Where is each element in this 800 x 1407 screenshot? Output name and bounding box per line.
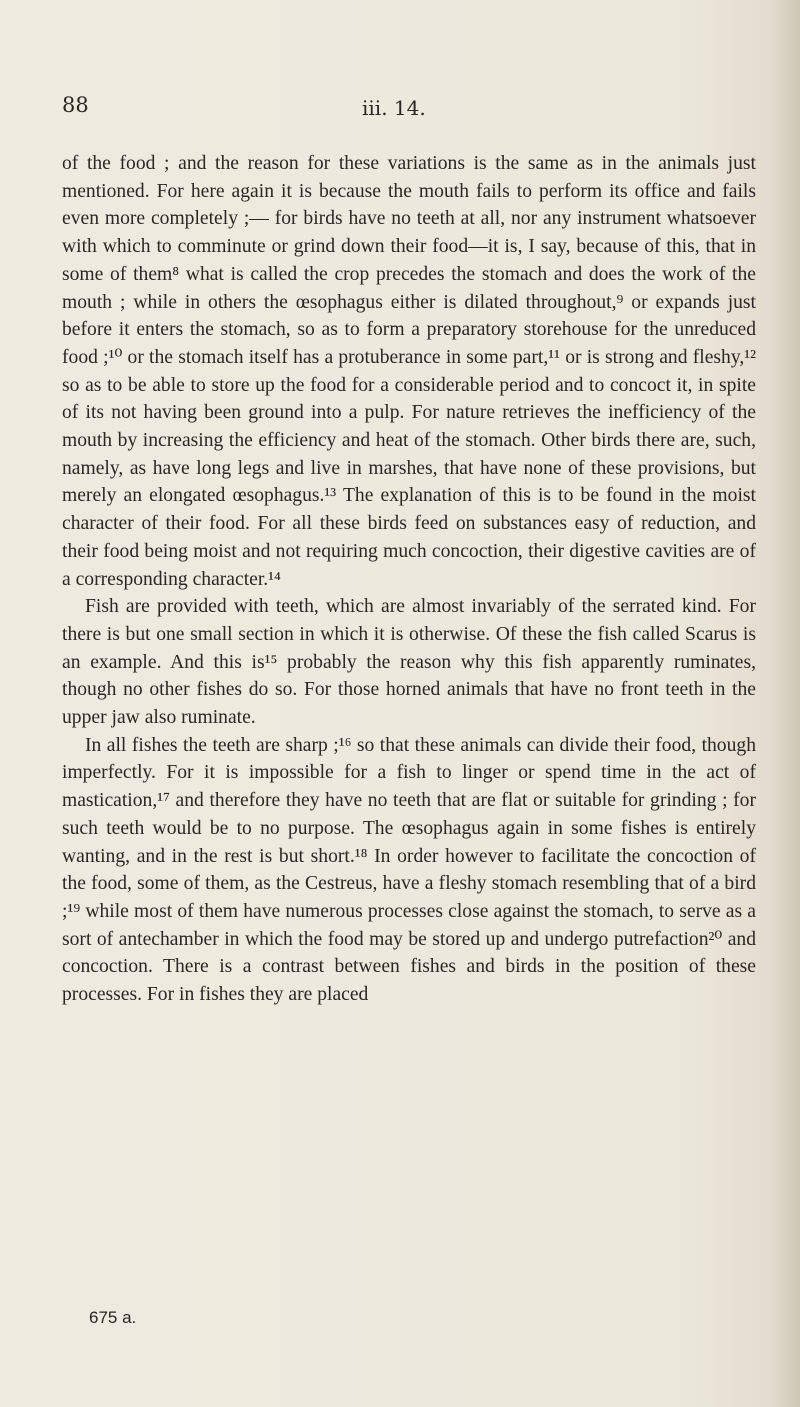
paragraph-fish-digestion: In all fishes the teeth are sharp ;¹⁶ so that these animals can divide their food, though imperfectly. For it is impossible for a fish to linger or spend time in the act of mastication,¹⁷ and therefore they have no teeth that are flat or suitable for grinding ; for such teeth would be to no purpose. The œsophagus again in some fishes is entirely wanting, and in the rest is but short.¹⁸ In order however to facilitate the concoction of the food, some of them, as the Cestreus, have a fleshy stomach resembling that of a bird ;¹⁹ while most of them have numerous processes close against the stomach, to serve as a sort of antechamber in which the food may be stored up and undergo putrefaction²⁰ and concoction. There is a contrast between fishes and birds in the position of these processes. For in fishes they are placed xyxy=(62,734,756,1006)
running-head: iii. 14. xyxy=(362,96,426,120)
paragraph-birds: of the food ; and the reason for these variations is the same as in the animals just mentioned. For here again it is because the mouth fails to perform its office and fails even more completely ;— for birds have no teeth at all, nor any instrument whatsoever with which to comminute or grind down their food—it is, I say, because of this, that in some of them⁸ what is called the crop precedes the stomach and does the work of the mouth ; while in others the œsophagus either is dilated throughout,⁹ or expands just before it enters the stomach, so as to form a preparatory storehouse for the unreduced food ;¹⁰ or the stomach itself has a protuberance in some part,¹¹ or is strong and fleshy,¹² so as to be able to store up the food for a considerable period and to concoct it, in spite of its not having been ground into a pulp. For nature retrieves the inefficiency of the mouth by increasing the efficiency and heat of the stomach. Other birds there are, such, namely, as have long legs and live in marshes, that have none of these provisions, but merely an elongated œsophagus.¹³ The explanation of this is to be found in the moist character of their food. For all these birds feed on substances easy of reduction, and their food being moist and not requiring much concoction, their digestive cavities are of a corresponding character.¹⁴ xyxy=(62,153,756,590)
paragraph-fish-teeth: Fish are provided with teeth, which are almost invariably of the serrated kind. For there is but one small section in which it is otherwise. Of these the fish called Scarus is an example. And this is¹⁵ probably the reason why this fish apparently ruminates, though no other fishes do so. For those horned animals that have no front teeth in the upper jaw also ruminate. xyxy=(62,596,756,729)
page-number: 88 xyxy=(62,93,89,117)
body-text xyxy=(62,150,756,1009)
page-edge-shadow xyxy=(774,0,800,1407)
bekker-marginal-reference: 675 a. xyxy=(89,1308,137,1327)
page-header xyxy=(62,93,762,123)
